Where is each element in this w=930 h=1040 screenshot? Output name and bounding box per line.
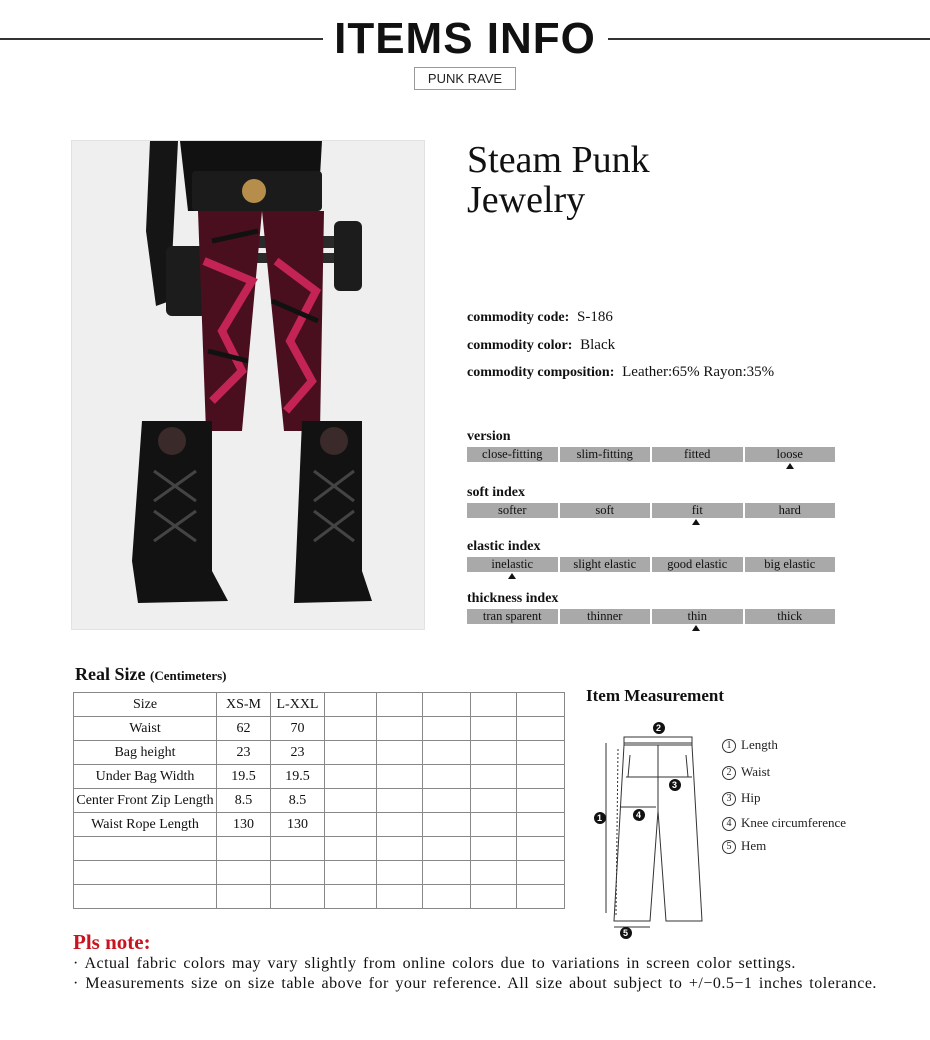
table-row (74, 765, 565, 789)
scale-soft (467, 503, 835, 518)
table-row (74, 813, 565, 837)
table-cell (423, 837, 471, 861)
legend-waist (722, 764, 770, 780)
scale-thickness (467, 609, 835, 624)
legend-label: Knee circumference (741, 815, 847, 830)
table-cell (325, 813, 377, 837)
real-size-heading: Real Size (75, 664, 146, 684)
scale-version (467, 447, 835, 462)
table-cell (271, 837, 325, 861)
legend-number: 3 (722, 792, 736, 806)
scale-option: thick (745, 609, 836, 624)
table-cell (517, 765, 565, 789)
table-cell: 23 (271, 741, 325, 765)
product-title (467, 140, 650, 220)
table-cell (217, 837, 271, 861)
table-cell (74, 885, 217, 909)
table-cell: Bag height (74, 741, 217, 765)
table-cell (517, 861, 565, 885)
scale-option: slim-fitting (560, 447, 651, 462)
table-cell (517, 789, 565, 813)
spec-value: S-186 (577, 309, 613, 325)
table-cell: Waist (74, 717, 217, 741)
legend-hip (722, 790, 761, 806)
table-cell: 8.5 (271, 789, 325, 813)
scale-option: close-fitting (467, 447, 558, 462)
table-cell (217, 861, 271, 885)
scale-option: slight elastic (560, 557, 651, 572)
legend-label: Hem (741, 838, 767, 853)
product-title-line2: Jewelry (467, 179, 586, 221)
model-illustration (72, 141, 425, 630)
callout-4: 4 (636, 810, 642, 820)
table-cell (517, 693, 565, 717)
legend-label: Waist (741, 764, 771, 779)
table-cell (471, 741, 517, 765)
spec-key: commodity code: (467, 310, 570, 325)
legend-number: 2 (722, 766, 736, 780)
table-cell (377, 813, 423, 837)
table-cell (377, 717, 423, 741)
table-row (74, 837, 565, 861)
scale-marker-version (786, 463, 794, 469)
table-cell (517, 813, 565, 837)
table-cell (325, 837, 377, 861)
table-cell (471, 693, 517, 717)
real-size-unit: (Centimeters) (149, 668, 227, 683)
table-cell: XS-M (217, 693, 271, 717)
table-cell (74, 837, 217, 861)
scale-marker-thickness (692, 625, 700, 631)
table-cell (423, 885, 471, 909)
scale-option: loose (745, 447, 836, 462)
table-cell: 130 (217, 813, 271, 837)
legend-length (722, 737, 778, 753)
table-cell (517, 717, 565, 741)
table-cell: Waist Rope Length (74, 813, 217, 837)
table-cell: 23 (217, 741, 271, 765)
scale-marker-soft (692, 519, 700, 525)
table-cell (471, 789, 517, 813)
table-cell (377, 885, 423, 909)
index-label-elastic: elastic index (467, 539, 541, 554)
table-cell: L-XXL (271, 693, 325, 717)
table-cell (471, 861, 517, 885)
table-cell (471, 717, 517, 741)
legend-number: 4 (722, 817, 736, 831)
table-cell: 62 (217, 717, 271, 741)
table-cell (517, 885, 565, 909)
table-cell (377, 693, 423, 717)
note-title: Pls note: (73, 930, 151, 954)
scale-option: tran sparent (467, 609, 558, 624)
spec-value: Leather:65% Rayon:35% (622, 364, 775, 380)
index-label-thickness: thickness index (467, 591, 559, 606)
table-row (74, 789, 565, 813)
callout-5: 5 (623, 928, 629, 938)
legend-number: 1 (722, 739, 736, 753)
table-cell (423, 741, 471, 765)
size-table (73, 692, 565, 909)
spec-key: commodity composition: (467, 365, 615, 380)
table-cell (423, 765, 471, 789)
table-cell (377, 789, 423, 813)
table-cell (325, 789, 377, 813)
page-title: ITEMS INFO (334, 14, 596, 63)
callout-1: 1 (597, 813, 603, 823)
table-cell: 19.5 (271, 765, 325, 789)
table-cell: 70 (271, 717, 325, 741)
scale-option: thin (652, 609, 743, 624)
note-line-2: · Measurements size on size table above for your reference. All size about subject to +/−0.5−1 inches tolerance. (73, 975, 877, 992)
table-cell: Center Front Zip Length (74, 789, 217, 813)
table-cell (271, 861, 325, 885)
table-cell (471, 813, 517, 837)
legend-hem (722, 838, 766, 854)
scale-option: hard (745, 503, 836, 518)
table-row (74, 741, 565, 765)
scale-option: thinner (560, 609, 651, 624)
scale-option: soft (560, 503, 651, 518)
real-size-title (75, 664, 227, 685)
callout-3: 3 (672, 780, 678, 790)
table-row (74, 717, 565, 741)
table-cell (471, 837, 517, 861)
table-cell (325, 861, 377, 885)
index-label-version: version (467, 429, 511, 444)
table-cell (325, 741, 377, 765)
table-cell: 19.5 (217, 765, 271, 789)
scale-option: fitted (652, 447, 743, 462)
spec-key: commodity color: (467, 338, 573, 353)
spec-color (467, 337, 615, 354)
table-cell (325, 765, 377, 789)
table-cell (74, 861, 217, 885)
scale-marker-elastic (508, 573, 516, 579)
spec-code (467, 309, 613, 326)
table-cell: 8.5 (217, 789, 271, 813)
callout-2: 2 (656, 723, 662, 733)
table-cell (423, 717, 471, 741)
trousers-diagram (588, 715, 718, 945)
legend-label: Length (741, 737, 778, 752)
scale-option: inelastic (467, 557, 558, 572)
table-cell (377, 741, 423, 765)
table-cell (423, 789, 471, 813)
brand-badge: PUNK RAVE (414, 67, 516, 90)
table-cell (217, 885, 271, 909)
table-cell (423, 861, 471, 885)
table-cell (471, 885, 517, 909)
table-cell: Size (74, 693, 217, 717)
product-photo (71, 140, 425, 630)
table-cell (377, 861, 423, 885)
table-cell (325, 885, 377, 909)
spec-value: Black (580, 337, 616, 353)
index-label-soft: soft index (467, 485, 525, 500)
table-row (74, 861, 565, 885)
spec-composition (467, 364, 774, 381)
scale-elastic (467, 557, 835, 572)
table-cell: 130 (271, 813, 325, 837)
table-cell (271, 885, 325, 909)
table-cell (517, 837, 565, 861)
table-cell (377, 837, 423, 861)
table-header-row (74, 693, 565, 717)
table-cell (423, 693, 471, 717)
product-title-line1: Steam Punk (467, 139, 650, 181)
table-cell (325, 717, 377, 741)
table-cell (517, 741, 565, 765)
table-cell (377, 765, 423, 789)
scale-option: softer (467, 503, 558, 518)
legend-label: Hip (741, 790, 761, 805)
table-row (74, 885, 565, 909)
legend-number: 5 (722, 840, 736, 854)
table-cell (325, 693, 377, 717)
note-line-1: · Actual fabric colors may vary slightly from online colors due to variations in screen color settings. (73, 955, 796, 972)
legend-knee (722, 815, 846, 831)
scale-option: fit (652, 503, 743, 518)
table-cell (471, 765, 517, 789)
scale-option: big elastic (745, 557, 836, 572)
measurement-title: Item Measurement (586, 686, 725, 705)
scale-option: good elastic (652, 557, 743, 572)
table-cell: Under Bag Width (74, 765, 217, 789)
table-cell (423, 813, 471, 837)
